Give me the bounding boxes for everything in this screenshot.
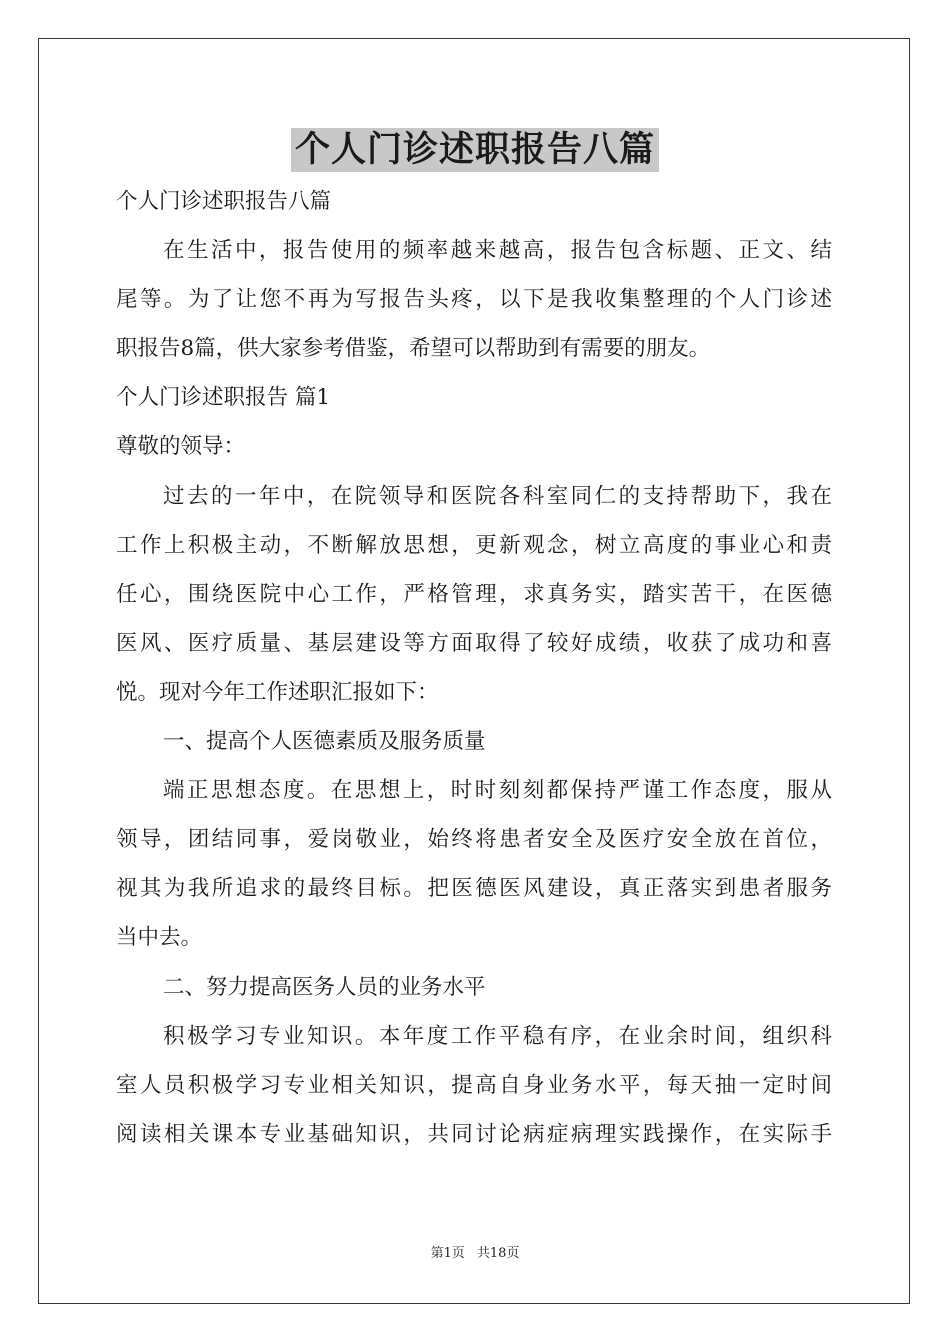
salutation: 尊敬的领导： <box>116 434 246 460</box>
section-heading: 个人门诊述职报告 篇1 <box>116 385 331 411</box>
body-line: 当中去。 <box>116 925 203 951</box>
page-total: 共18页 <box>476 1246 520 1261</box>
body-line: 积极学习专业知识。本年度工作平稳有序，在业余时间，组织科 <box>163 1023 832 1049</box>
page-number: 第1页 <box>430 1246 465 1261</box>
body-line: 端正思想态度。在思想上，时时刻刻都保持严谨工作态度，服从 <box>163 778 832 804</box>
body-line: 领导，团结同事，爱岗敬业，始终将患者安全及医疗安全放在首位， <box>116 827 832 853</box>
body-line: 尾等。为了让您不再为写报告头疼，以下是我收集整理的个人门诊述 <box>116 287 832 313</box>
body-line: 在生活中，报告使用的频率越来越高，报告包含标题、正文、结 <box>163 238 832 264</box>
body-line: 医风、医疗质量、基层建设等方面取得了较好成绩，收获了成功和喜 <box>116 630 832 656</box>
body-line: 职报告8篇，供大家参考借鉴，希望可以帮助到有需要的朋友。 <box>116 336 711 362</box>
document-body <box>116 177 832 1159</box>
body-line: 任心，围绕医院中心工作，严格管理，求真务实，踏实苦干，在医德 <box>116 581 832 607</box>
page-footer <box>0 1245 950 1263</box>
body-line: 个人门诊述职报告八篇 <box>116 189 332 214</box>
body-line: 悦。现对今年工作述职汇报如下： <box>116 679 439 705</box>
subsection-heading: 一、提高个人医德素质及服务质量 <box>163 729 486 755</box>
body-line: 阅读相关课本专业基础知识，共同讨论病症病理实践操作，在实际手 <box>116 1121 832 1147</box>
body-line: 过去的一年中，在院领导和医院各科室同仁的支持帮助下，我在 <box>163 483 832 509</box>
subsection-heading: 二、努力提高医务人员的业务水平 <box>163 974 486 1000</box>
body-line: 室人员积极学习专业相关知识，提高自身业务水平，每天抽一定时间 <box>116 1072 832 1098</box>
document-title: 个人门诊述职报告八篇 <box>291 128 659 172</box>
body-line: 视其为我所追求的最终目标。把医德医风建设，真正落实到患者服务 <box>116 876 832 902</box>
body-line: 工作上积极主动，不断解放思想，更新观念，树立高度的事业心和责 <box>116 532 832 558</box>
title-container <box>0 128 950 172</box>
